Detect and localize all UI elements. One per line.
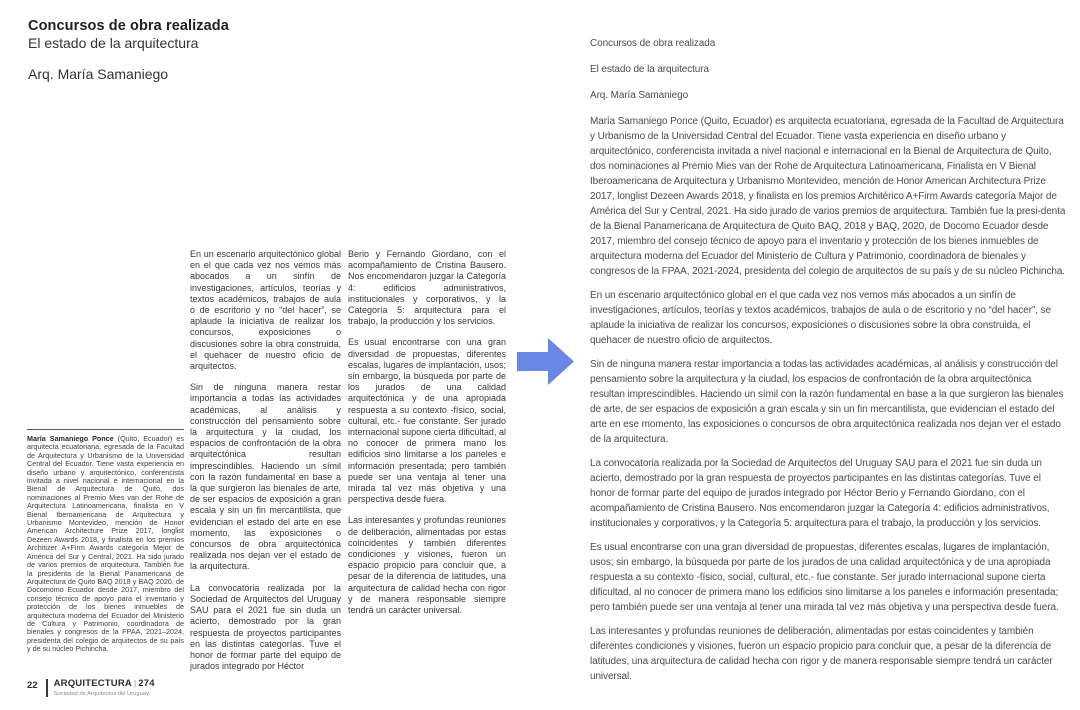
- extracted-text-panel: [590, 36, 1067, 693]
- extracted-author: Arq. María Samaniego: [590, 90, 689, 101]
- footer-imprint: [46, 679, 155, 697]
- extracted-paragraph: María Samaniego Ponce (Quito, Ecuador) es arquitecta ecuatoriana, egresada de la Facultad de Arquitectura y Urbanismo de la Universidad Central del Ecuador. Tiene vasta experiencia en diseño urbano y arquitectónico, conferencista invitada a nivel nacional e internacional en la Bienal de Arquitectura de Quito, dos nominaciones al Premio Mies van der Rohe de Arquitectura Latinoamericana, Finalista en V Bienal Iberoamericana de Arquitectura y Urbanismo Montevideo, mención de Honor American Architectura Prize 2017, longlist Dezeen Awards 2018, y finalista en los premios Architérico A+Firm Awards categoría Major de América del Sur y Central, 2021. Ha sido jurado de varios premios de arquitectura. También fue la presi-denta de la Bienal Panamericana de Arquitectura de Quito BAQ, 2018 y BAQ, 2020, de Docomo Ecuador desde 2017, miembro del consejo técnico de apoyo para el inventario y protección de los bienes inmuebles de arquitectura moderna del Ecuador del Ministerio de Cultura y Patrimonio, coordinadora de bienales y congresos de la FPAA, 2021-2024, presidenta del colegio de arquitectos de su país y de su núcleo Pichincha.: [590, 116, 1066, 277]
- column-paragraph: Berio y Fernando Giordano, con el acompañamiento de Cristina Bausero. Nos encomendaron juzgar la Categoría 4: edificios administrativos, institucionales y corporativos, y la Categoría 5: arquitectura para el trabajo, la producción y los servicios.: [348, 249, 506, 327]
- page-number: 22: [27, 680, 38, 691]
- text-column-1: [190, 249, 341, 682]
- extracted-title: Concursos de obra realizada: [590, 38, 716, 49]
- issue-separator-icon: |: [133, 679, 137, 688]
- page-footer: [27, 679, 155, 697]
- page-author: Arq. María Samaniego: [28, 66, 169, 82]
- author-bio: [27, 429, 184, 654]
- magazine-title: ARQUITECTURA: [53, 678, 132, 689]
- magazine-imprint: [54, 679, 155, 689]
- column-paragraph: En un escenario arquitectónico global en el que cada vez nos vemos más abocados a un sinfín de investigaciones, artículos, teorías y textos académicos, trabajos de aula o de escritorio y no “del hacer”, se aplaude la iniciativa de realizar los concursos, exposiciones o discusiones sobre la obra construida, el quehacer de nuestro oficio de arquitectos.: [190, 249, 341, 372]
- issue-number: 274: [138, 678, 155, 689]
- extracted-paragraph: Sin de ninguna manera restar importancia a todas las actividades académicas, al análisis y construcción del pensamiento sobre la arquitectura y la ciudad, los espacios de confrontación de la obra arquitectónica resultan imprescindibles. Haciendo un símil con la razón fundamental en base a la que surgieron las bienales de arte, de ser espacios de exposición a gran escala y sin un fin mercantilista, que evidencian el estado del arte en ese momento, las exposiciones o concursos de obra arquitectónica realizada nos dejan ver el estado de la arquitectura.: [590, 359, 1064, 445]
- bio-text: (Quito, Ecuador) es arquitecta ecuatoriana, egresada de la Facultad de Arquitectura y Urbanismo de la Universidad Central del Ecuador. Tiene vasta experiencia en diseño urbano y arquitectónico, conferencista invitada a nivel nacional e internacional en la Bienal de Arquitectura de Quito, dos nominaciones al Premio Mies van der Rohe de Arquitectura Latinoamericana, finalista en V Bienal Iberoamericana de Arquitectura y Urbanismo Montevideo, mención de Honor American Architecture Prize 2017, longlist Dezeen Awards 2018, y finalista en los premios Architizer A+Firm Awards categoría Mejor de América del Sur y Central, 2021. Ha sido jurado de varios premios de arquitectura. También fue la presidenta de la Bienal Panamericana de Arquitectura de Quito BAQ 2018 y BAQ 2020, de Docomomo Ecuador desde 2017, miembro del consejo técnico de apoyo para el inventario y protección de los bienes inmuebles de arquitectura moderna del Ecuador del Ministerio de Cultura y Patrimonio, coordinadora de bienales y congresos de la FPAA, 2021–2024, presidenta del colegio de arquitectos de su país y de su núcleo Pichincha.: [27, 434, 184, 654]
- extracted-subtitle: El estado de la arquitectura: [590, 64, 709, 75]
- extracted-paragraph: En un escenario arquitectónico global en el que cada vez nos vemos más abocados a un sinfín de investigaciones, artículos, teorías y textos académicos, trabajos de aula o de escritorio y no “del hacer”, se aplaude la iniciativa de realizar los concursos, exposiciones o discusiones sobre la obra construida, el quehacer de nuestro oficio de arquitectos.: [590, 290, 1051, 346]
- text-column-2: [348, 249, 506, 626]
- extracted-paragraph: La convocatoria realizada por la Sociedad de Arquitectos del Uruguay SAU para el 2021 fue sin duda un acierto, demostrado por la gran respuesta de proyectos participantes en las distintas categorías. Tuve el honor de formar parte del equipo de jurados integrado por Héctor Berio y Fernando Giordano, con el acompañamiento de Cristina Bausero. Nos encomendaron juzgar la Categoría 4: edificios administrativos, institucionales y corporativos, y la Categoría 5: arquitectura para el trabajo, la producción y los servicios.: [590, 458, 1050, 529]
- publisher-name: Sociedad de Arquitectos del Uruguay: [53, 690, 149, 697]
- column-paragraph: La convocatoria realizada por la Sociedad de Arquitectos del Uruguay SAU para el 2021 fue sin duda un acierto, demostrado por la gran respuesta de proyectos participantes en las distintas categorías. Tuve el honor de formar parte del equipo de jurados integrado por Héctor: [190, 582, 341, 672]
- arrow-right-icon: [517, 336, 575, 387]
- column-paragraph: Sin de ninguna manera restar importancia a todas las actividades académicas, al análisis y construcción del pensamiento sobre la arquitectura y la ciudad, los espacios de confrontación de la obra arquitectónica resultan imprescindibles. Haciendo un símil con la razón fundamental en base a la que surgieron las bienales de arte, de ser espacios de exposición a gran escala y sin un fin mercantilista, que evidencian el estado del arte en ese momento, las exposiciones o concursos de obra arquitectónica realizada nos dejan ver el estado de la arquitectura.: [190, 382, 341, 572]
- column-paragraph: Es usual encontrarse con una gran diversidad de propuestas, diferentes escalas, lugares de implantación, usos; sin embargo, la búsqueda por parte de los jurados de una calidad arquitectónica y de una apropiada respuesta a su contexto -físico, social, cultural, etc.- fue constante. Ser jurado internacional supone cierta dificultad, al no conocer de primera mano los edificios sino limitarse a los paneles e información presentada; pero también puede ser una ventaja al tener una mirada tal vez más objetiva y una perspectiva desde fuera.: [348, 337, 506, 505]
- extracted-paragraph: Es usual encontrarse con una gran diversidad de propuestas, diferentes escalas, lugares de implantación, usos; sin embargo, la búsqueda por parte de los jurados de una calidad arquitectónica y de una apropiada respuesta a su contexto -físico, social, cultural, etc.- fue constante. Ser jurado internacional supone cierta dificultad, al no conocer de primera mano los edificios sino limitarse a los paneles e información presentada; pero también puede ser una ventaja al tener una mirada tal vez más objetiva y una perspectiva desde fuera.: [590, 542, 1059, 613]
- page-header: [28, 18, 229, 82]
- bio-author-name: María Samaniego Ponce: [27, 434, 114, 443]
- extracted-paragraph: Las interesantes y profundas reuniones de deliberación, alimentadas por estas coincidentes y también diferentes condiciones y visiones, fueron un espacio propicio para concluir que, a pesar de la diferencia de latitudes, una arquitectura de calidad hecha con rigor y de manera responsable siempre tendrá un carácter universal.: [590, 626, 1053, 682]
- page-subtitle: El estado de la arquitectura: [28, 35, 199, 51]
- column-paragraph: Las interesantes y profundas reuniones de deliberación, alimentadas por estas coincidentes y también diferentes condiciones y visiones, fueron un espacio propicio para concluir que, a pesar de la diferencia de latitudes, una arquitectura de calidad hecha con rigor y de manera responsable siempre tendrá un carácter universal.: [348, 515, 506, 616]
- page-title: Concursos de obra realizada: [28, 18, 229, 34]
